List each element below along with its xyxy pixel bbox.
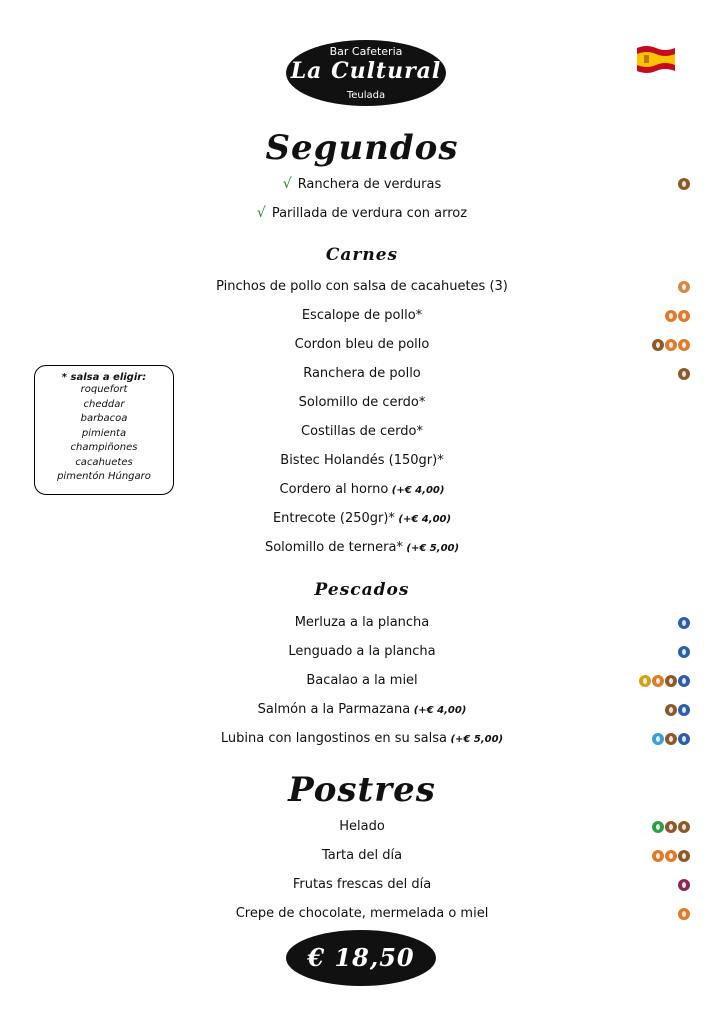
dish-name: Bistec Holandés (150gr)*	[280, 453, 444, 468]
section-title-postres: Postres	[288, 770, 436, 810]
allergen-icons	[639, 675, 690, 687]
sauce-option: cheddar	[83, 398, 125, 410]
allergen-icon	[678, 704, 690, 716]
allergen-icon	[678, 617, 690, 629]
allergen-icons	[678, 617, 690, 629]
carnes-item	[0, 308, 724, 323]
allergen-icon	[678, 310, 690, 322]
allergen-icon	[665, 850, 677, 862]
dish-name: Lubina con langostinos en su salsa	[220, 731, 447, 746]
sauce-option: pimentón Húngaro	[57, 471, 151, 482]
sauce-options-list	[35, 383, 173, 485]
allergen-icon	[665, 733, 677, 745]
section-title-pescados: Pescados	[314, 580, 410, 600]
dish-surcharge: (+€ 5,00)	[402, 543, 460, 554]
allergen-icon	[665, 675, 677, 687]
allergen-icon	[652, 850, 664, 862]
allergen-icons	[652, 821, 690, 833]
carnes-item	[0, 337, 724, 352]
dish-name: Ranchera de verduras	[297, 177, 442, 192]
dish-name: Ranchera de pollo	[303, 366, 421, 381]
allergen-icon	[678, 879, 690, 891]
postres-item	[0, 877, 724, 892]
dish-surcharge: (+€ 4,00)	[410, 705, 467, 716]
dish-name: Merluza a la plancha	[294, 615, 430, 630]
restaurant-logo	[286, 40, 446, 106]
dish-name: Cordon bleu de pollo	[294, 337, 430, 352]
allergen-icons	[678, 368, 690, 380]
allergen-icons	[652, 850, 690, 862]
allergen-icon	[678, 281, 690, 293]
dish-surcharge: (+€ 5,00)	[447, 734, 504, 745]
allergen-icon	[678, 646, 690, 658]
allergen-icon	[652, 339, 664, 351]
dish-name: Tarta del día	[321, 848, 403, 863]
allergen-icons	[678, 281, 690, 293]
vegetarian-check-icon: √	[282, 176, 292, 192]
allergen-icon	[665, 704, 677, 716]
dish-name: Frutas frescas del día	[292, 877, 432, 892]
section-title-carnes: Carnes	[325, 245, 399, 265]
dish-name: Entrecote (250gr)*	[272, 511, 395, 526]
allergen-icon	[678, 821, 690, 833]
allergen-icon	[678, 675, 690, 687]
dish-name: Lenguado a la plancha	[288, 644, 436, 659]
dish-surcharge: (+€ 4,00)	[388, 485, 445, 496]
sauce-option: champiñones	[70, 442, 138, 453]
allergen-icons	[678, 908, 690, 920]
sauce-option: roquefort	[80, 384, 128, 395]
dish-name: Escalope de pollo*	[301, 308, 423, 323]
segundos-item	[0, 176, 724, 192]
segundos-item	[0, 205, 724, 221]
carnes-item	[0, 540, 724, 555]
postres-item	[0, 848, 724, 863]
allergen-icons	[678, 879, 690, 891]
allergen-icons	[652, 339, 690, 351]
dish-name: Solomillo de cerdo*	[298, 395, 426, 410]
sauce-option: pimienta	[81, 427, 127, 439]
pescados-item	[0, 673, 724, 688]
allergen-icons	[665, 704, 690, 716]
section-title-segundos: Segundos	[265, 128, 459, 168]
allergen-icon	[678, 850, 690, 862]
allergen-icon	[678, 733, 690, 745]
postres-item	[0, 906, 724, 921]
allergen-icon	[678, 368, 690, 380]
postres-item	[0, 819, 724, 834]
sauce-option: barbacoa	[80, 413, 128, 424]
allergen-icons	[652, 733, 690, 745]
dish-name: Helado	[339, 819, 385, 834]
allergen-icon	[652, 675, 664, 687]
dish-name: Parillada de verdura con arroz	[271, 206, 468, 221]
logo-name: La Cultural	[290, 58, 442, 84]
sauce-options-box	[34, 365, 174, 495]
allergen-icon	[678, 908, 690, 920]
dish-name: Pinchos de pollo con salsa de cacahuetes (3)	[216, 279, 508, 294]
pescados-item	[0, 731, 724, 746]
vegetarian-check-icon: √	[256, 205, 266, 221]
pescados-item	[0, 644, 724, 659]
dish-name: Salmón a la Parmazana	[257, 702, 411, 717]
dish-name: Cordero al horno	[279, 482, 389, 497]
pescados-item	[0, 702, 724, 717]
dish-name: Solomillo de ternera*	[264, 540, 403, 555]
menu-price: € 18,50	[286, 930, 436, 986]
dish-surcharge: (+€ 4,00)	[394, 514, 452, 525]
allergen-icons	[678, 646, 690, 658]
allergen-icon	[678, 178, 690, 190]
carnes-item	[0, 511, 724, 526]
pescados-item	[0, 615, 724, 630]
allergen-icon	[665, 310, 677, 322]
dish-name: Bacalao a la miel	[306, 673, 418, 688]
allergen-icon	[665, 821, 677, 833]
dish-name: Crepe de chocolate, mermelada o miel	[235, 906, 489, 921]
allergen-icons	[678, 178, 690, 190]
allergen-icon	[652, 733, 664, 745]
allergen-icon	[652, 821, 664, 833]
dish-name: Costillas de cerdo*	[301, 424, 423, 439]
allergen-icons	[665, 310, 690, 322]
spain-flag-icon[interactable]	[635, 44, 677, 74]
logo-subtitle: Bar Cafeteria	[329, 45, 403, 58]
carnes-item	[0, 279, 724, 294]
allergen-icon	[665, 339, 677, 351]
logo-location: Teulada	[346, 90, 386, 101]
allergen-icon	[639, 675, 651, 687]
sauce-option: cacahuetes	[75, 456, 133, 468]
allergen-icon	[678, 339, 690, 351]
sauce-box-title: * salsa a eligir:	[61, 372, 147, 383]
